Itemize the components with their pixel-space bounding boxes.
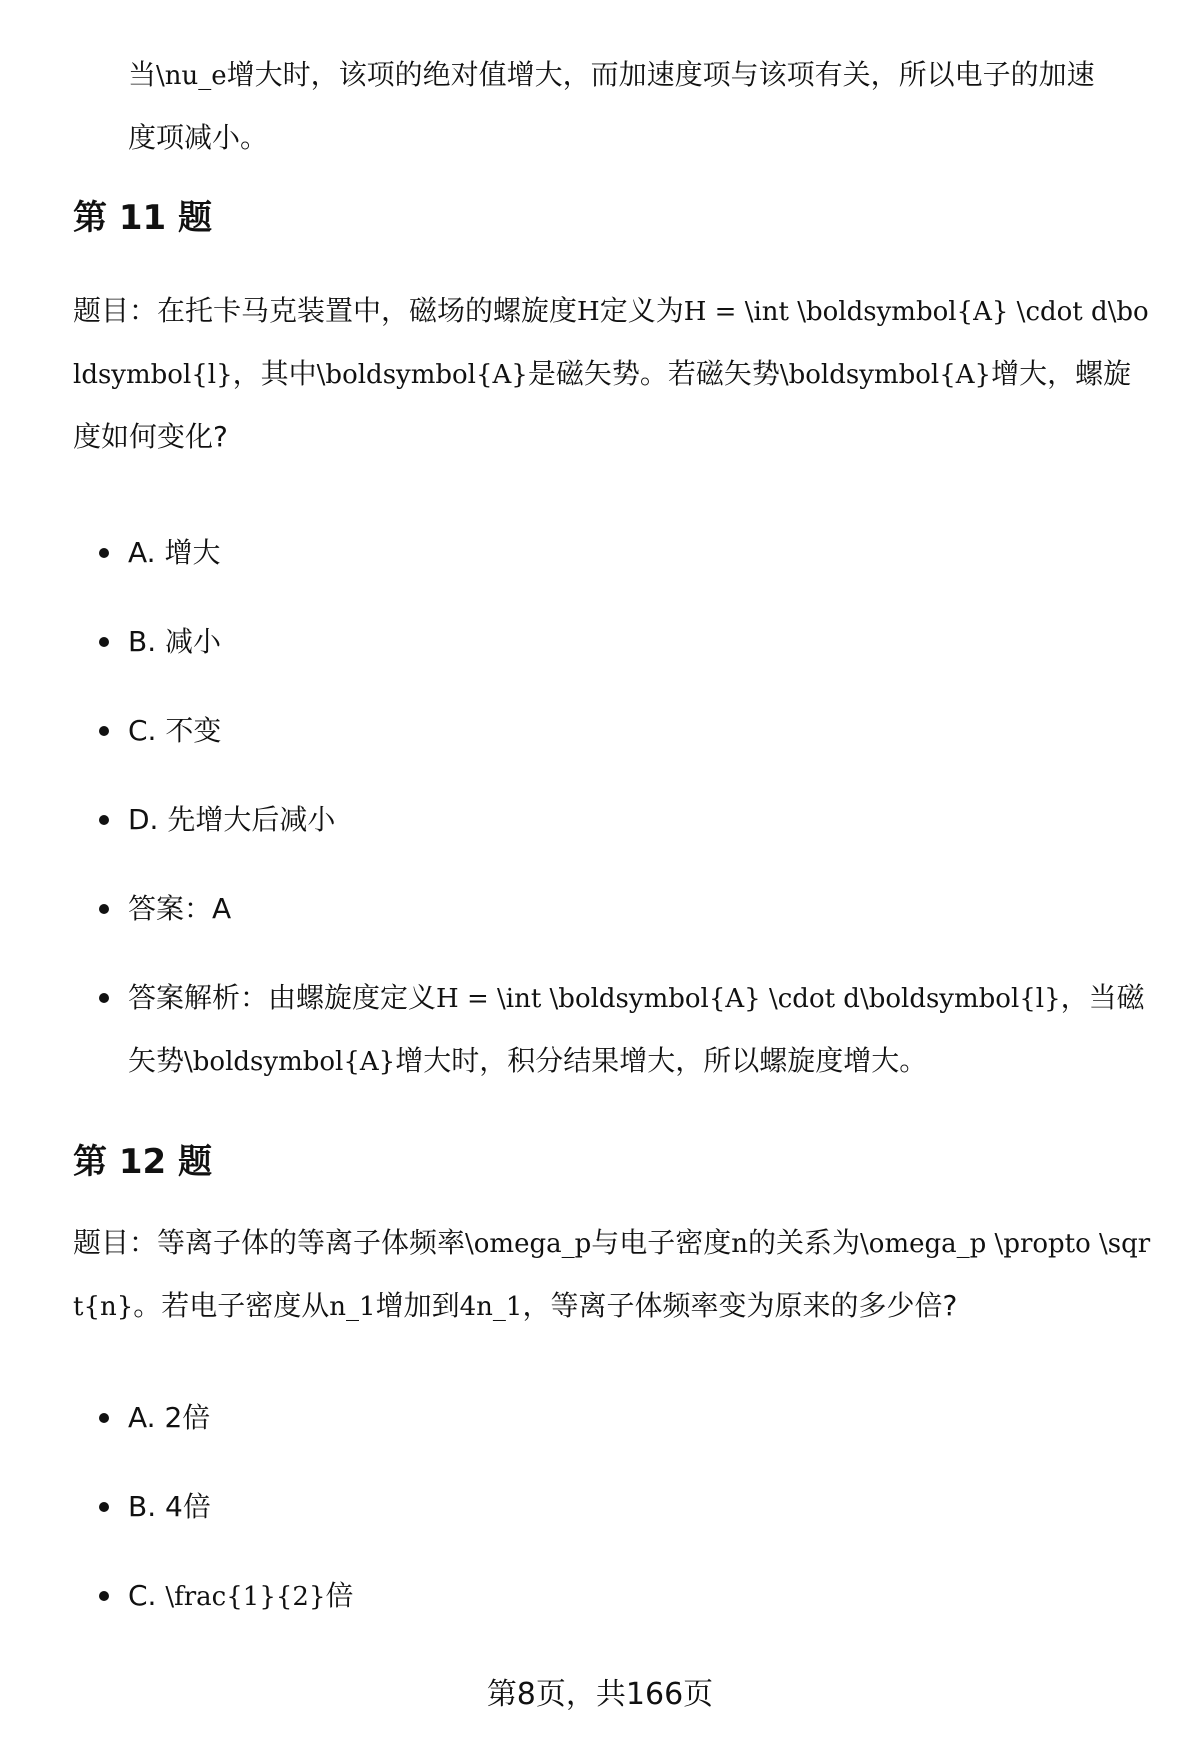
answer: 答案：A [73,878,1163,940]
question-11-stem: 题目：在托卡马克装置中，磁场的螺旋度H定义为H = \int \boldsymbol{A} \cdot d\boldsymbol{l}，其中\boldsymbol{A}是磁矢势。若磁矢势\boldsymbol{A}增大，螺旋度如何变化? [73,294,1149,453]
question-11-options [73,522,1163,1120]
math-inline: H = \int \boldsymbol{A} \cdot d\boldsymbol{l} [73,297,1149,390]
math-inline: \nu_e [156,61,227,91]
math-inline: \boldsymbol{A} [779,360,992,390]
math-inline: \omega_p \propto \sqrt{n} [73,1229,1151,1322]
math-inline: 4n_1 [459,1292,523,1322]
math-inline: \boldsymbol{A} [316,360,528,390]
question-12-stem: 题目：等离子体的等离子体频率\omega_p与电子密度n的关系为\omega_p \propto \sqrt{n}。若电子密度从n_1增加到4n_1，等离子体频率变为原来的多少倍? [73,1226,1151,1322]
previous-analysis-continuation: 当\nu_e增大时，该项的绝对值增大，而加速度项与该项有关，所以电子的加速 度项减小。 [128,58,1095,154]
math-inline: H [577,297,600,327]
math-inline: n [731,1229,749,1259]
math-inline: \frac{1}{2} [165,1582,326,1612]
option-b: B. 4倍 [73,1476,1163,1538]
math-inline: \boldsymbol{A} [184,1047,396,1077]
option-c: C. 不变 [73,700,1163,762]
answer-analysis: 答案解析：由螺旋度定义H = \int \boldsymbol{A} \cdot d\boldsymbol{l}，当磁矢势\boldsymbol{A}增大时，积分结果增大，所以螺旋度增大。 [73,967,1163,1093]
option-c: C. \frac{1}{2}倍 [73,1565,1163,1628]
option-d: D. 先增大后减小 [73,789,1163,851]
option-a: A. 2倍 [73,1387,1163,1449]
page-number-footer: 第8页，共166页 [486,1677,714,1712]
math-inline: H = \int \boldsymbol{A} \cdot d\boldsymbol{l} [436,984,1061,1014]
question-12-options [73,1387,1163,1655]
question-12-heading: 第 12 题 [73,1142,212,1182]
math-inline: \omega_p [465,1229,592,1259]
option-b: B. 减小 [73,611,1163,673]
option-a: A. 增大 [73,522,1163,584]
math-inline: n_1 [329,1292,376,1322]
question-11-heading: 第 11 题 [73,198,212,238]
